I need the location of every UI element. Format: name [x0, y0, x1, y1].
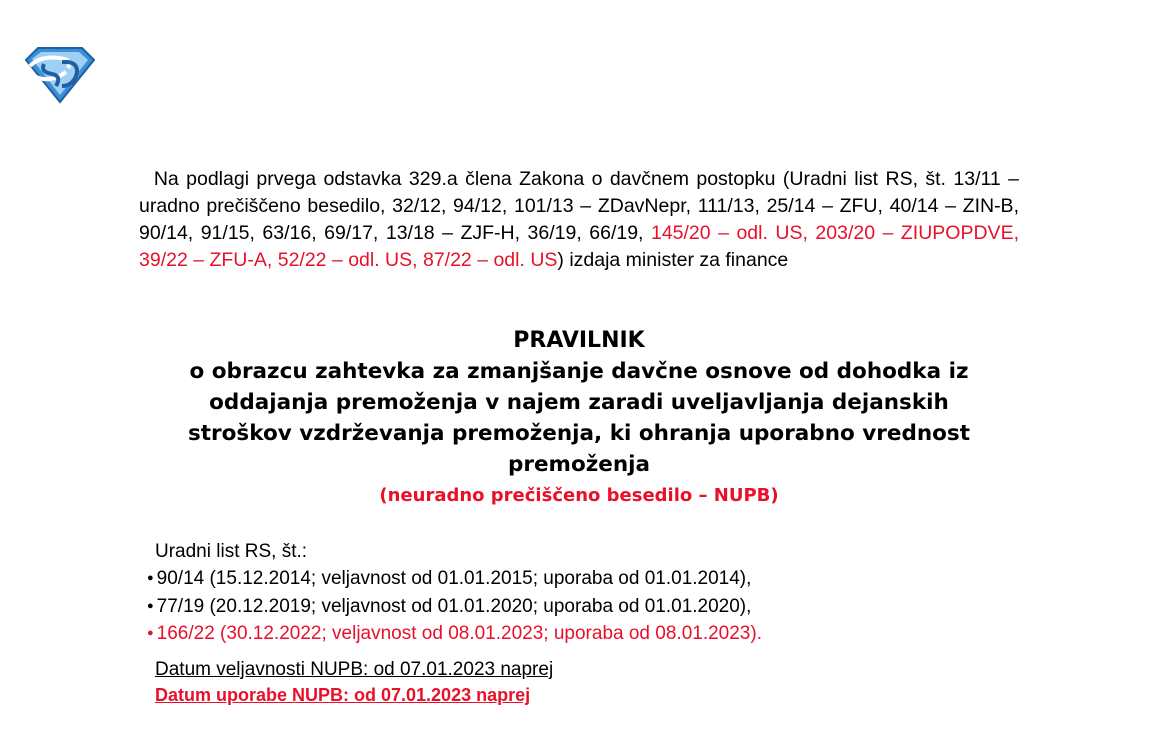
- intro-tail: ) izdaja minister za finance: [557, 249, 789, 271]
- intro-lead: Na podlagi prvega odstavka 329.a člena Zakona o davčnem postopku (Uradni list RS, št. 13/11 – uradno prečiščeno besedilo, 32/12, 94/12, 101/13 – ZDavNepr, 111/13, 25/14 – ZFU, 40/14 – ZIN-B, 90/14, 91/15, 63/16, 69/17, 13/18 – ZJF-H, 36/19, 66/19,: [139, 168, 1019, 244]
- title-block: [139, 326, 1019, 510]
- gazette-list: [147, 565, 762, 648]
- bullet-icon: ●: [147, 572, 154, 584]
- title-line: stroškov vzdrževanja premoženja, ki ohranja uporabno vrednost: [187, 421, 970, 446]
- application-date: Datum uporabe NUPB: od 07.01.2023 naprej: [155, 685, 531, 705]
- list-item: ● 90/14 (15.12.2014; veljavnost od 01.01.2015; uporaba od 01.01.2014),: [147, 565, 762, 593]
- title-line: oddajanja premoženja v najem zaradi uveljavljanja dejanskih: [209, 390, 949, 415]
- list-item: ● 77/19 (20.12.2019; veljavnost od 01.01.2020; uporaba od 01.01.2020),: [147, 593, 762, 621]
- title-line: o obrazcu zahtevka za zmanjšanje davčne osnove od dohodka iz: [189, 359, 969, 384]
- sd-logo-icon: [22, 46, 96, 104]
- intro-paragraph: [139, 166, 1019, 274]
- title-line: premoženja: [507, 452, 651, 477]
- document-subtitle: (neuradno prečiščeno besedilo – NUPB): [379, 485, 779, 506]
- validity-date: Datum veljavnosti NUPB: od 07.01.2023 naprej: [155, 659, 554, 680]
- dates-block: [155, 656, 553, 707]
- bullet-icon: ●: [147, 599, 154, 612]
- gazette-label: Uradni list RS, št.:: [155, 541, 308, 562]
- intro-amendments: 145/20 – odl. US, 203/20 – ZIUPOPDVE, 39/22 – ZFU-A, 52/22 – odl. US, 87/22 – odl. US: [139, 222, 1019, 271]
- bullet-icon: ●: [147, 627, 154, 639]
- document-heading: PRAVILNIK: [513, 328, 645, 353]
- list-item: ● 166/22 (30.12.2022; veljavnost od 08.01.2023; uporaba od 08.01.2023).: [147, 620, 762, 648]
